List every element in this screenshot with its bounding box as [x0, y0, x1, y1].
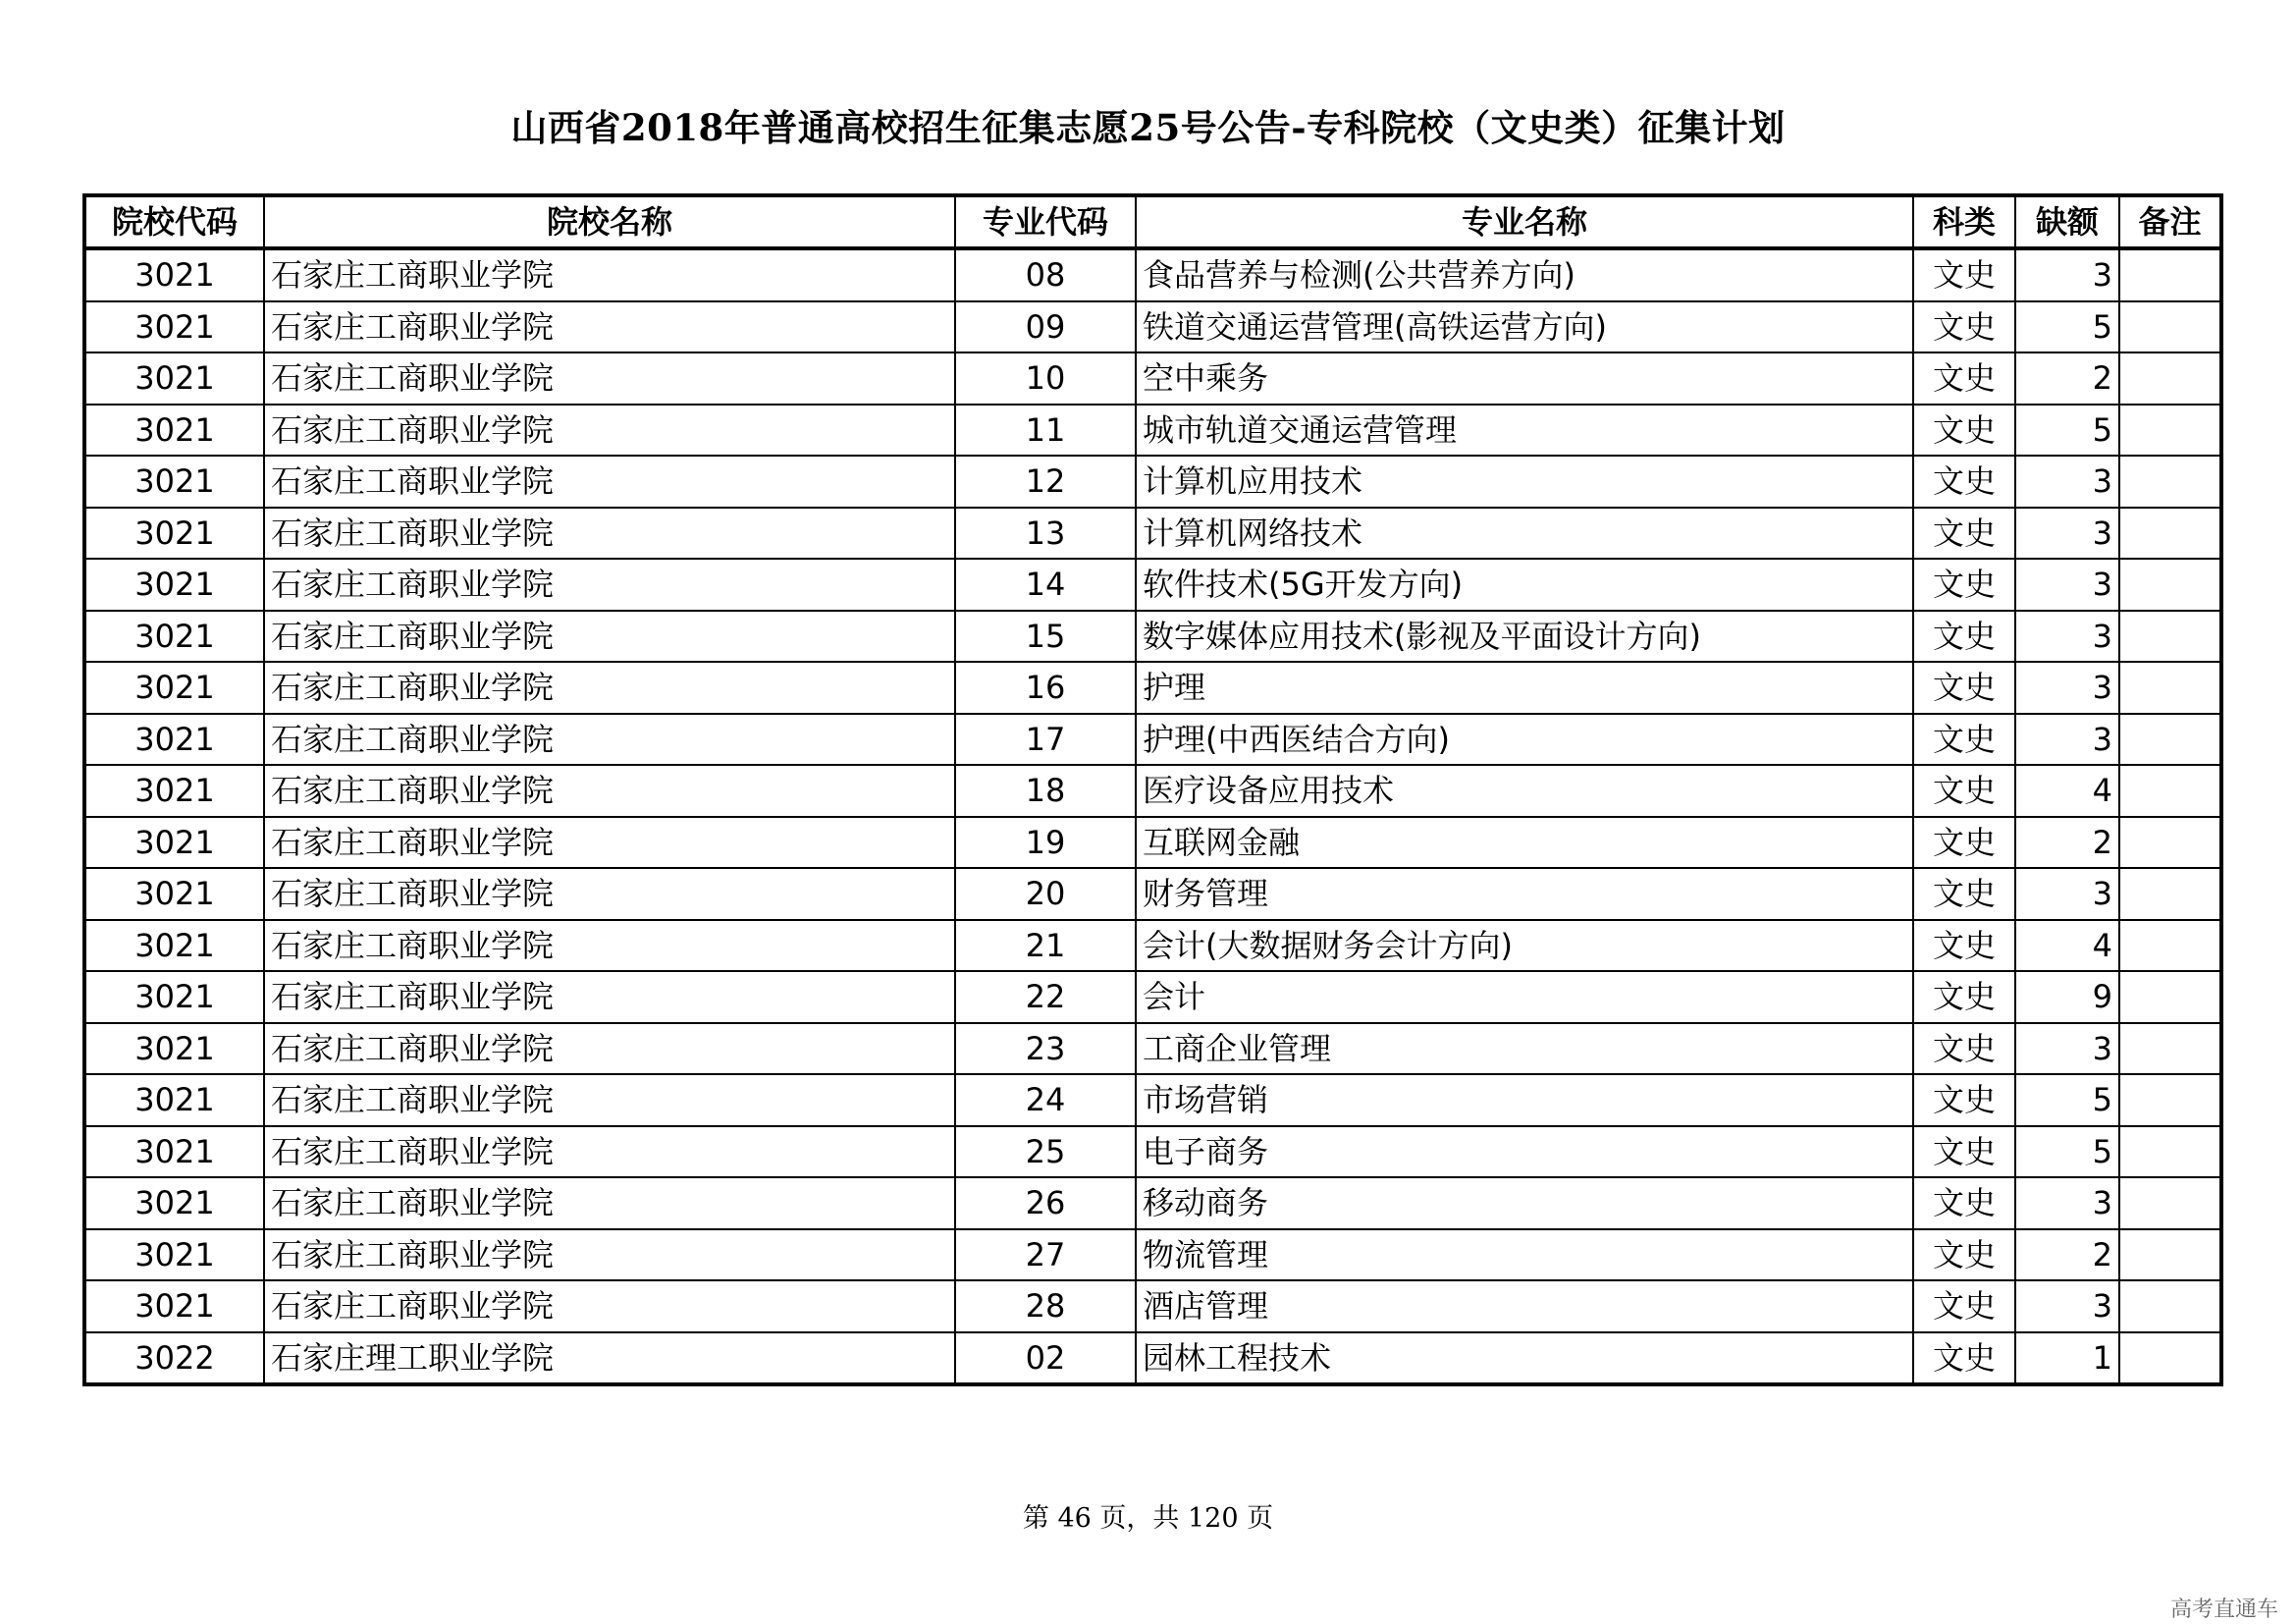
cell-school-name: 石家庄工商职业学院: [264, 405, 955, 457]
cell-note: [2119, 559, 2221, 611]
cell-major-code: 23: [955, 1023, 1136, 1075]
table-row: [84, 248, 2221, 301]
cell-major-code: 20: [955, 868, 1136, 920]
cell-school-name: 石家庄工商职业学院: [264, 868, 955, 920]
header-note: 备注: [2119, 195, 2221, 248]
page-number-footer: 第 46 页，共 120 页: [1022, 1503, 1274, 1534]
cell-major-code: 22: [955, 971, 1136, 1023]
cell-major-code: 17: [955, 714, 1136, 766]
cell-school-code: 3021: [84, 456, 264, 508]
cell-major-name: 医疗设备应用技术: [1136, 765, 1913, 817]
cell-major-name: 移动商务: [1136, 1177, 1913, 1229]
table-row: [84, 352, 2221, 405]
page-title: 山西省2018年普通高校招生征集志愿25号公告-专科院校（文史类）征集计划: [510, 106, 1786, 149]
cell-category: 文史: [1913, 868, 2015, 920]
cell-major-code: 08: [955, 248, 1136, 301]
cell-school-name: 石家庄工商职业学院: [264, 817, 955, 869]
cell-major-code: 10: [955, 352, 1136, 405]
cell-note: [2119, 248, 2221, 301]
cell-category: 文史: [1913, 405, 2015, 457]
table-row: [84, 1280, 2221, 1332]
cell-quota: 3: [2015, 868, 2119, 920]
cell-school-code: 3021: [84, 559, 264, 611]
cell-school-code: 3021: [84, 765, 264, 817]
cell-major-name: 软件技术(5G开发方向): [1136, 559, 1913, 611]
cell-note: [2119, 611, 2221, 663]
cell-school-name: 石家庄工商职业学院: [264, 559, 955, 611]
cell-major-name: 市场营销: [1136, 1074, 1913, 1126]
header-major-name: 专业名称: [1136, 195, 1913, 248]
cell-quota: 3: [2015, 714, 2119, 766]
cell-major-code: 11: [955, 405, 1136, 457]
cell-note: [2119, 1332, 2221, 1385]
cell-major-code: 27: [955, 1229, 1136, 1281]
cell-school-name: 石家庄工商职业学院: [264, 1023, 955, 1075]
cell-major-name: 工商企业管理: [1136, 1023, 1913, 1075]
cell-category: 文史: [1913, 1332, 2015, 1385]
cell-major-code: 24: [955, 1074, 1136, 1126]
cell-school-name: 石家庄工商职业学院: [264, 662, 955, 714]
table-row: [84, 920, 2221, 972]
cell-category: 文史: [1913, 559, 2015, 611]
cell-quota: 5: [2015, 1126, 2119, 1178]
cell-note: [2119, 920, 2221, 972]
cell-category: 文史: [1913, 765, 2015, 817]
cell-note: [2119, 1023, 2221, 1075]
cell-major-code: 25: [955, 1126, 1136, 1178]
cell-quota: 9: [2015, 971, 2119, 1023]
cell-school-code: 3021: [84, 1126, 264, 1178]
cell-major-name: 城市轨道交通运营管理: [1136, 405, 1913, 457]
table-row: [84, 1074, 2221, 1126]
cell-school-name: 石家庄工商职业学院: [264, 456, 955, 508]
cell-quota: 3: [2015, 248, 2119, 301]
header-category: 科类: [1913, 195, 2015, 248]
table-row: [84, 1126, 2221, 1178]
header-school-name: 院校名称: [264, 195, 955, 248]
cell-major-name: 会计(大数据财务会计方向): [1136, 920, 1913, 972]
table-row: [84, 1229, 2221, 1281]
header-school-code: 院校代码: [84, 195, 264, 248]
header-quota: 缺额: [2015, 195, 2119, 248]
table-row: [84, 559, 2221, 611]
table-row: [84, 714, 2221, 766]
cell-major-name: 食品营养与检测(公共营养方向): [1136, 248, 1913, 301]
cell-major-name: 物流管理: [1136, 1229, 1913, 1281]
cell-category: 文史: [1913, 1229, 2015, 1281]
cell-quota: 2: [2015, 817, 2119, 869]
cell-school-name: 石家庄理工职业学院: [264, 1332, 955, 1385]
cell-category: 文史: [1913, 1074, 2015, 1126]
cell-major-code: 28: [955, 1280, 1136, 1332]
table-row: [84, 508, 2221, 560]
cell-school-code: 3021: [84, 971, 264, 1023]
cell-school-name: 石家庄工商职业学院: [264, 1177, 955, 1229]
cell-major-name: 数字媒体应用技术(影视及平面设计方向): [1136, 611, 1913, 663]
table-row: [84, 301, 2221, 353]
table-body: [84, 248, 2221, 1384]
cell-category: 文史: [1913, 508, 2015, 560]
cell-quota: 3: [2015, 662, 2119, 714]
cell-major-code: 15: [955, 611, 1136, 663]
cell-school-code: 3021: [84, 662, 264, 714]
table-row: [84, 817, 2221, 869]
cell-school-name: 石家庄工商职业学院: [264, 1280, 955, 1332]
cell-category: 文史: [1913, 1280, 2015, 1332]
table-row: [84, 1332, 2221, 1385]
header-major-code: 专业代码: [955, 195, 1136, 248]
cell-school-code: 3021: [84, 611, 264, 663]
cell-major-name: 财务管理: [1136, 868, 1913, 920]
cell-school-name: 石家庄工商职业学院: [264, 1229, 955, 1281]
cell-school-code: 3021: [84, 1280, 264, 1332]
table-row: [84, 611, 2221, 663]
cell-major-code: 19: [955, 817, 1136, 869]
cell-major-name: 电子商务: [1136, 1126, 1913, 1178]
cell-category: 文史: [1913, 248, 2015, 301]
cell-note: [2119, 817, 2221, 869]
cell-major-code: 12: [955, 456, 1136, 508]
cell-quota: 3: [2015, 508, 2119, 560]
cell-school-code: 3021: [84, 714, 264, 766]
cell-quota: 3: [2015, 1280, 2119, 1332]
cell-note: [2119, 765, 2221, 817]
cell-major-code: 16: [955, 662, 1136, 714]
cell-major-code: 09: [955, 301, 1136, 353]
cell-school-name: 石家庄工商职业学院: [264, 1126, 955, 1178]
cell-category: 文史: [1913, 1177, 2015, 1229]
cell-note: [2119, 1177, 2221, 1229]
cell-note: [2119, 1126, 2221, 1178]
watermark-text: 高考直通车: [2169, 1597, 2278, 1622]
cell-school-code: 3021: [84, 301, 264, 353]
cell-note: [2119, 352, 2221, 405]
cell-school-name: 石家庄工商职业学院: [264, 971, 955, 1023]
cell-major-name: 酒店管理: [1136, 1280, 1913, 1332]
table-row: [84, 662, 2221, 714]
cell-note: [2119, 508, 2221, 560]
cell-major-name: 空中乘务: [1136, 352, 1913, 405]
cell-school-code: 3021: [84, 920, 264, 972]
table-row: [84, 868, 2221, 920]
cell-major-name: 铁道交通运营管理(高铁运营方向): [1136, 301, 1913, 353]
cell-school-code: 3022: [84, 1332, 264, 1385]
cell-major-name: 计算机网络技术: [1136, 508, 1913, 560]
cell-major-name: 园林工程技术: [1136, 1332, 1913, 1385]
cell-quota: 2: [2015, 352, 2119, 405]
cell-quota: 3: [2015, 456, 2119, 508]
header-row: [84, 195, 2221, 248]
cell-quota: 5: [2015, 301, 2119, 353]
cell-quota: 4: [2015, 765, 2119, 817]
cell-note: [2119, 456, 2221, 508]
cell-category: 文史: [1913, 920, 2015, 972]
cell-school-code: 3021: [84, 508, 264, 560]
cell-note: [2119, 971, 2221, 1023]
cell-category: 文史: [1913, 352, 2015, 405]
table-row: [84, 456, 2221, 508]
cell-major-name: 计算机应用技术: [1136, 456, 1913, 508]
cell-school-code: 3021: [84, 405, 264, 457]
cell-category: 文史: [1913, 662, 2015, 714]
cell-major-code: 26: [955, 1177, 1136, 1229]
table-row: [84, 765, 2221, 817]
cell-quota: 5: [2015, 405, 2119, 457]
cell-major-code: 18: [955, 765, 1136, 817]
cell-school-code: 3021: [84, 1023, 264, 1075]
cell-school-code: 3021: [84, 868, 264, 920]
cell-quota: 3: [2015, 611, 2119, 663]
table-row: [84, 971, 2221, 1023]
cell-major-name: 会计: [1136, 971, 1913, 1023]
cell-category: 文史: [1913, 456, 2015, 508]
cell-school-code: 3021: [84, 817, 264, 869]
cell-category: 文史: [1913, 714, 2015, 766]
cell-major-code: 21: [955, 920, 1136, 972]
table-header: [84, 195, 2221, 248]
cell-category: 文史: [1913, 301, 2015, 353]
cell-note: [2119, 1229, 2221, 1281]
cell-quota: 1: [2015, 1332, 2119, 1385]
cell-category: 文史: [1913, 611, 2015, 663]
cell-school-name: 石家庄工商职业学院: [264, 301, 955, 353]
cell-quota: 3: [2015, 1177, 2119, 1229]
cell-note: [2119, 662, 2221, 714]
cell-school-name: 石家庄工商职业学院: [264, 611, 955, 663]
cell-school-name: 石家庄工商职业学院: [264, 714, 955, 766]
cell-note: [2119, 1074, 2221, 1126]
cell-major-code: 14: [955, 559, 1136, 611]
cell-category: 文史: [1913, 1126, 2015, 1178]
cell-major-code: 02: [955, 1332, 1136, 1385]
cell-note: [2119, 405, 2221, 457]
cell-school-code: 3021: [84, 1074, 264, 1126]
cell-school-code: 3021: [84, 248, 264, 301]
cell-major-name: 护理: [1136, 662, 1913, 714]
cell-quota: 4: [2015, 920, 2119, 972]
cell-school-name: 石家庄工商职业学院: [264, 765, 955, 817]
cell-school-name: 石家庄工商职业学院: [264, 920, 955, 972]
cell-category: 文史: [1913, 971, 2015, 1023]
cell-major-code: 13: [955, 508, 1136, 560]
cell-note: [2119, 714, 2221, 766]
cell-school-code: 3021: [84, 352, 264, 405]
cell-school-name: 石家庄工商职业学院: [264, 248, 955, 301]
cell-school-name: 石家庄工商职业学院: [264, 352, 955, 405]
cell-quota: 3: [2015, 559, 2119, 611]
cell-school-name: 石家庄工商职业学院: [264, 508, 955, 560]
cell-school-code: 3021: [84, 1177, 264, 1229]
enrollment-plan-table: [82, 193, 2223, 1386]
cell-note: [2119, 868, 2221, 920]
cell-note: [2119, 1280, 2221, 1332]
cell-category: 文史: [1913, 817, 2015, 869]
cell-major-name: 护理(中西医结合方向): [1136, 714, 1913, 766]
table-row: [84, 1023, 2221, 1075]
table-row: [84, 405, 2221, 457]
cell-quota: 3: [2015, 1023, 2119, 1075]
cell-school-name: 石家庄工商职业学院: [264, 1074, 955, 1126]
cell-note: [2119, 301, 2221, 353]
cell-quota: 2: [2015, 1229, 2119, 1281]
cell-quota: 5: [2015, 1074, 2119, 1126]
cell-school-code: 3021: [84, 1229, 264, 1281]
cell-category: 文史: [1913, 1023, 2015, 1075]
cell-major-name: 互联网金融: [1136, 817, 1913, 869]
table-row: [84, 1177, 2221, 1229]
